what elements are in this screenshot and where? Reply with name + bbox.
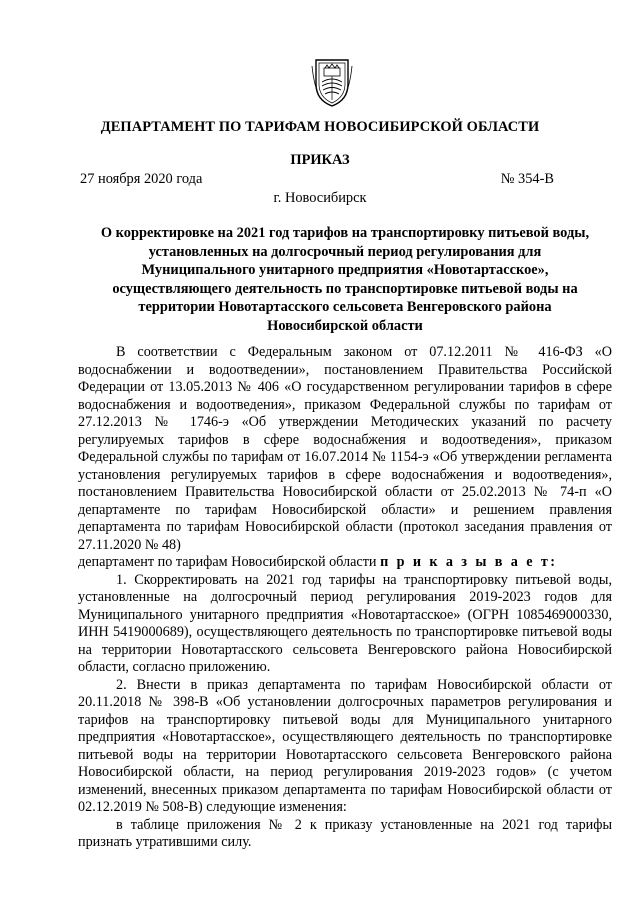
title-line: Муниципального унитарного предприятия «Новотартасское», (141, 262, 549, 279)
item-2-sub-paragraph: в таблице приложения № 2 к приказу установленные на 2021 год тарифы признать утратившими силу. (78, 816, 612, 850)
department-name: ДЕПАРТАМЕНТ ПО ТАРИФАМ НОВОСИБИРСКОЙ ОБЛАСТИ (100, 119, 540, 135)
coat-of-arms-emblem (310, 56, 354, 108)
item-1-paragraph: 1. Скорректировать на 2021 год тарифы на транспортировку питьевой воды, установленные на долгосрочный период регулирования 2019-2023 годов для Муниципального унитарного предприятия «Новотартасское» (ОГРН 1085469000330, ИНН 5419000689), осуществляющего деятельность по транспортировке питьевой воды на территории Новотартасского сельсовета Венгеровского района Новосибирской области, согласно приложению. (78, 571, 612, 675)
preamble-paragraph: В соответствии с Федеральным законом от 07.12.2011 № 416-ФЗ «О водоснабжении и водоотведении», постановлением Правительства Российской Федерации от 13.05.2013 № 406 «О государственном регулировании тарифов в сфере водоснабжения и водоотведения», приказом Федеральной службы по тарифам от 27.12.2013 № 1746-э «Об утверждении Методических указаний по расчету регулируемых тарифов в сфере водоснабжения и водоотведения», приказом Федеральной службы по тарифам от 16.07.2014 № 1154-э «Об утверждении регламента установления регулируемых тарифов в сфере водоснабжения и водоотведения», постановлением Правительства Новосибирской области от 25.02.2013 № 74-п «О департаменте по тарифам Новосибирской области» и решением правления департамента по тарифам Новосибирской области (протокол заседания правления от 27.11.2020 № 48) (78, 344, 612, 553)
decree-line (78, 554, 612, 572)
order-body (78, 344, 612, 852)
document-type: ПРИКАЗ (290, 152, 350, 168)
title-line: Новосибирской области (267, 317, 423, 334)
title-line: осуществляющего деятельность по транспортировке питьевой воды на (112, 280, 578, 297)
title-line: установленных на долгосрочный период регулирования для (148, 243, 542, 260)
order-city: г. Новосибирск (273, 190, 367, 206)
title-line: территории Новотартасского сельсовета Венгеровского района (138, 299, 552, 316)
decree-word: п р и к а з ы в а е т: (380, 554, 558, 570)
order-number: № 354-В (500, 171, 554, 187)
title-line: О корректировке на 2021 год тарифов на транспортировку питьевой воды, (100, 225, 590, 241)
order-date: 27 ноября 2020 года (80, 171, 203, 187)
item-2-paragraph: 2. Внести в приказ департамента по тарифам Новосибирской области от 20.11.2018 № 398-В «Об установлении долгосрочных параметров регулирования и тарифов на транспортировку питьевой воды для Муниципального унитарного предприятия «Новотартасское», осуществляющего деятельность по транспортировке питьевой воды на территории Новотартасского сельсовета Венгеровского района Новосибирской области, на период регулирования 2019-2023 годов» (с учетом изменений, внесенных приказом департамента по тарифам Новосибирской области от 02.12.2019 № 508-В) следующие изменения: (78, 676, 612, 815)
decree-lead: департамент по тарифам Новосибирской области (78, 554, 377, 570)
order-title (80, 224, 610, 336)
